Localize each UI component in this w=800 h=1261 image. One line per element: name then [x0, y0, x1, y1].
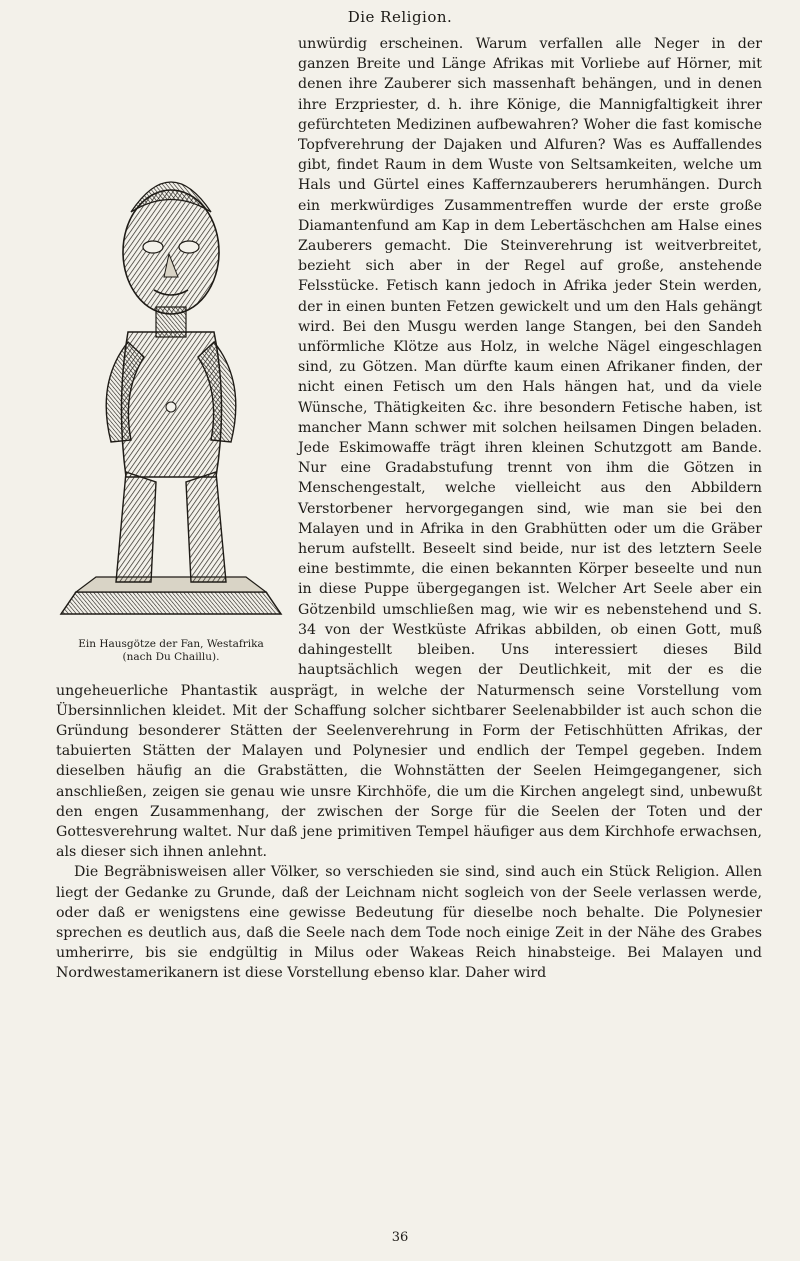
idol-illustration	[56, 142, 286, 632]
body-text	[56, 34, 762, 984]
caption-line-2: (nach Du Chaillu).	[122, 651, 220, 663]
page-number: 36	[391, 1230, 409, 1245]
figure-caption	[56, 638, 286, 664]
paragraph-1: unwürdig erscheinen. Warum verfallen alle Neger in der ganzen Breite und Länge Afrikas mit Vorliebe auf Hörner, mit denen ihre Zauberer sich massenhaft behängen, und in denen ihre Erzpriester, d. h. ihre Könige, die Mannigfaltigkeit ihrer gefürchteten Medizinen aufbewahren? Woher die fast komische Topfverehrung der Dajaken und Alfuren? Was es Auffallendes gibt, findet Raum in dem Wuste von Seltsamkeiten, welche um Hals und Gürtel eines Kaffernzauberers herumhängen. Durch ein merkwürdiges Zusammentreffen wurde der erste große Diamantenfund am Kap in dem Lebertäschchen am Halse eines Zauberers gemacht. Die Steinverehrung ist weitverbreitet, bezieht sich aber in der Regel auf große, anstehende Felsstücke. Fetisch kann jedoch in Afrika jeder Stein werden, der in einen bunten Fetzen gewickelt und um den Hals gehängt wird. Bei den Musgu werden lange Stangen, bei den Sandeh unförmliche Klötze aus Holz, in welche Nägel eingeschlagen sind, zu Götzen. Man dürfte kaum einen Afrikaner finden, der nicht einen Fetisch um den Hals hängen hat, und da viele Wünsche, Thätigkeiten &c. ihre besondern Fetische haben, ist mancher Mann schwer mit solchen heilsamen Dingen beladen. Jede Eskimowaffe trägt ihren kleinen Schutzgott am Bande. Nur eine Gradabstufung trennt von ihm die Götzen in Menschengestalt, welche vielleicht aus den Abbildern Verstorbener hervorgegangen sind, wie man sie bei den Malayen und in Afrika in den Grabhütten oder um die Gräber herum aufstellt. Beseelt sind beide, nur ist des letztern Seele eine bestimmte, die einen bekannten Körper beseelte und nun in diese Puppe übergegangen ist. Welcher Art Seele aber ein Götzenbild umschließen mag, wie wir es nebenstehend und S. 34 von der Westküste Afrikas abbilden, ob einen Gott, muß dahingestellt bleiben. Uns interessiert dieses Bild hauptsächlich wegen der Deutlichkeit, mit der es die ungeheuerliche Phantastik ausprägt, in welche der Naturmensch seine Vorstellung vom Übersinnlichen kleidet. Mit der Schaffung solcher sichtbarer Seelenabbilder ist auch schon die Gründung besonderer Stätten der Seelenverehrung in Form der Fetischhütten Afrikas, der tabuierten Stätten der Malayen und Polynesier und endlich der Tempel gegeben. Indem dieselben häufig an die Grabstätten, die Wohnstätten der Seelen Heimgegangener, sich anschließen, zeigen sie genau wie unsre Kirchhöfe, die um die Kirchen angelegt sind, unbewußt den engen Zusammenhang, der zwischen der Sorge für die Seelen der Toten und der Gottesverehrung waltet. Nur daß jene primitiven Tempel häufiger aus dem Kirchhofe erwachsen, als dieser sich ihnen anlehnt.	[56, 36, 762, 861]
paragraph-2: Die Begräbnisweisen aller Völker, so verschieden sie sind, sind auch ein Stück Religion. Allen liegt der Gedanke zu Grunde, daß der Leichnam nicht sogleich von der Seele verlassen werde, oder daß er wenigstens eine gewisse Bedeutung für dieselbe noch behalte. Die Polynesier sprechen es deutlich aus, daß die Seele nach dem Tode noch einige Zeit in der Nähe des Grabes umherirre, bis sie endgültig in Milus oder Wakeas Reich hinabsteige. Bei Malayen und Nordwestamerikanern ist diese Vorstellung ebenso klar. Daher wird	[56, 864, 762, 982]
figure-idol	[56, 142, 286, 664]
caption-line-1: Ein Hausgötze der Fan, Westafrika	[78, 638, 264, 650]
running-head: Die Religion.	[347, 8, 453, 26]
